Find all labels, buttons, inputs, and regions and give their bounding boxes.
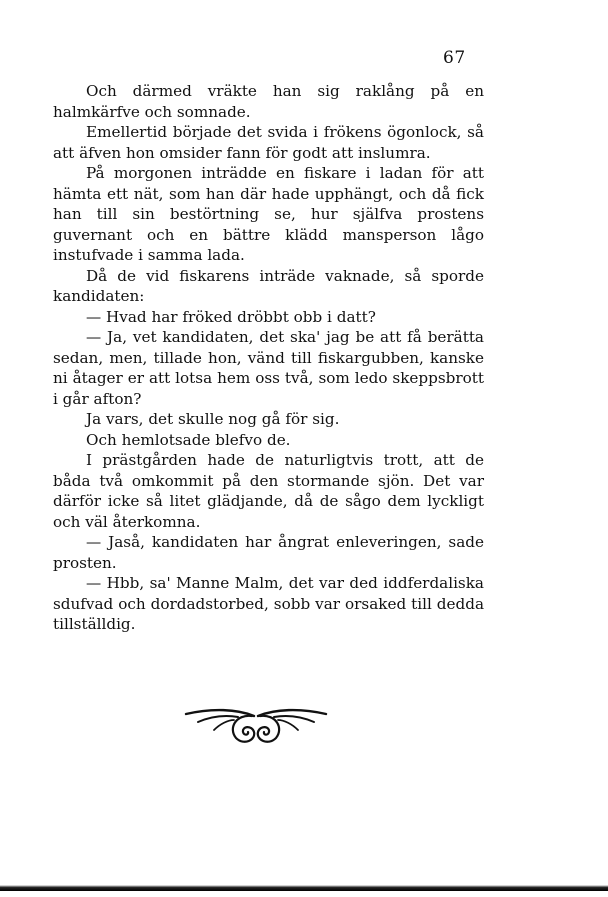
paragraph: I prästgården hade de naturligtvis trott, att de båda två omkommit på den stormande sjön. Det var därför icke så litet glädjande, då de sågo dem lyckligt och väl återkomna. [53,451,484,531]
paragraph: Då de vid fiskarens inträde vaknade, så sporde kandidaten: [53,266,484,305]
paragraph: Emellertid började det svida i frökens ögonlock, så att äfven hon omsider fann för godt att inslumra. [53,123,484,162]
dialogue-line: — Hbb, sa' Manne Malm, det var ded iddferdaliska sdufvad och dordadstorbed, sobb var orsaked till dedda tillställdig. [53,574,484,633]
bottom-edge-rule [0,885,608,891]
paragraph: Och därmed vräkte han sig raklång på en halmkärfve och somnade. [53,82,484,121]
page-number: 67 [443,48,466,68]
dialogue-line: — Jaså, kandidaten har ångrat enleveringen, sade prosten. [53,533,484,572]
paragraph: Ja vars, det skulle nog gå för sig. [86,410,340,428]
scroll-ornament-icon [182,700,330,750]
paragraph: Och hemlotsade blefvo de. [86,430,291,449]
body-text [53,81,484,635]
paragraph: På morgonen inträdde en fiskare i ladan för att hämta ett nät, som han där hade upphängt, och då fick han till sin bestörtning se, hur själfva prostens guvernant och en bättre klädd mansperson lågo instufvade i samma lada. [53,164,484,264]
dialogue-line: — Ja, vet kandidaten, det ska' jag be att få berätta sedan, men, tillade hon, vänd till fiskargubben, kanske ni åtager er att lotsa hem oss två, som ledo skeppsbrott i går afton? [53,328,484,408]
dialogue-line: — Hvad har fröked dröbbt obb i datt? [86,307,376,326]
